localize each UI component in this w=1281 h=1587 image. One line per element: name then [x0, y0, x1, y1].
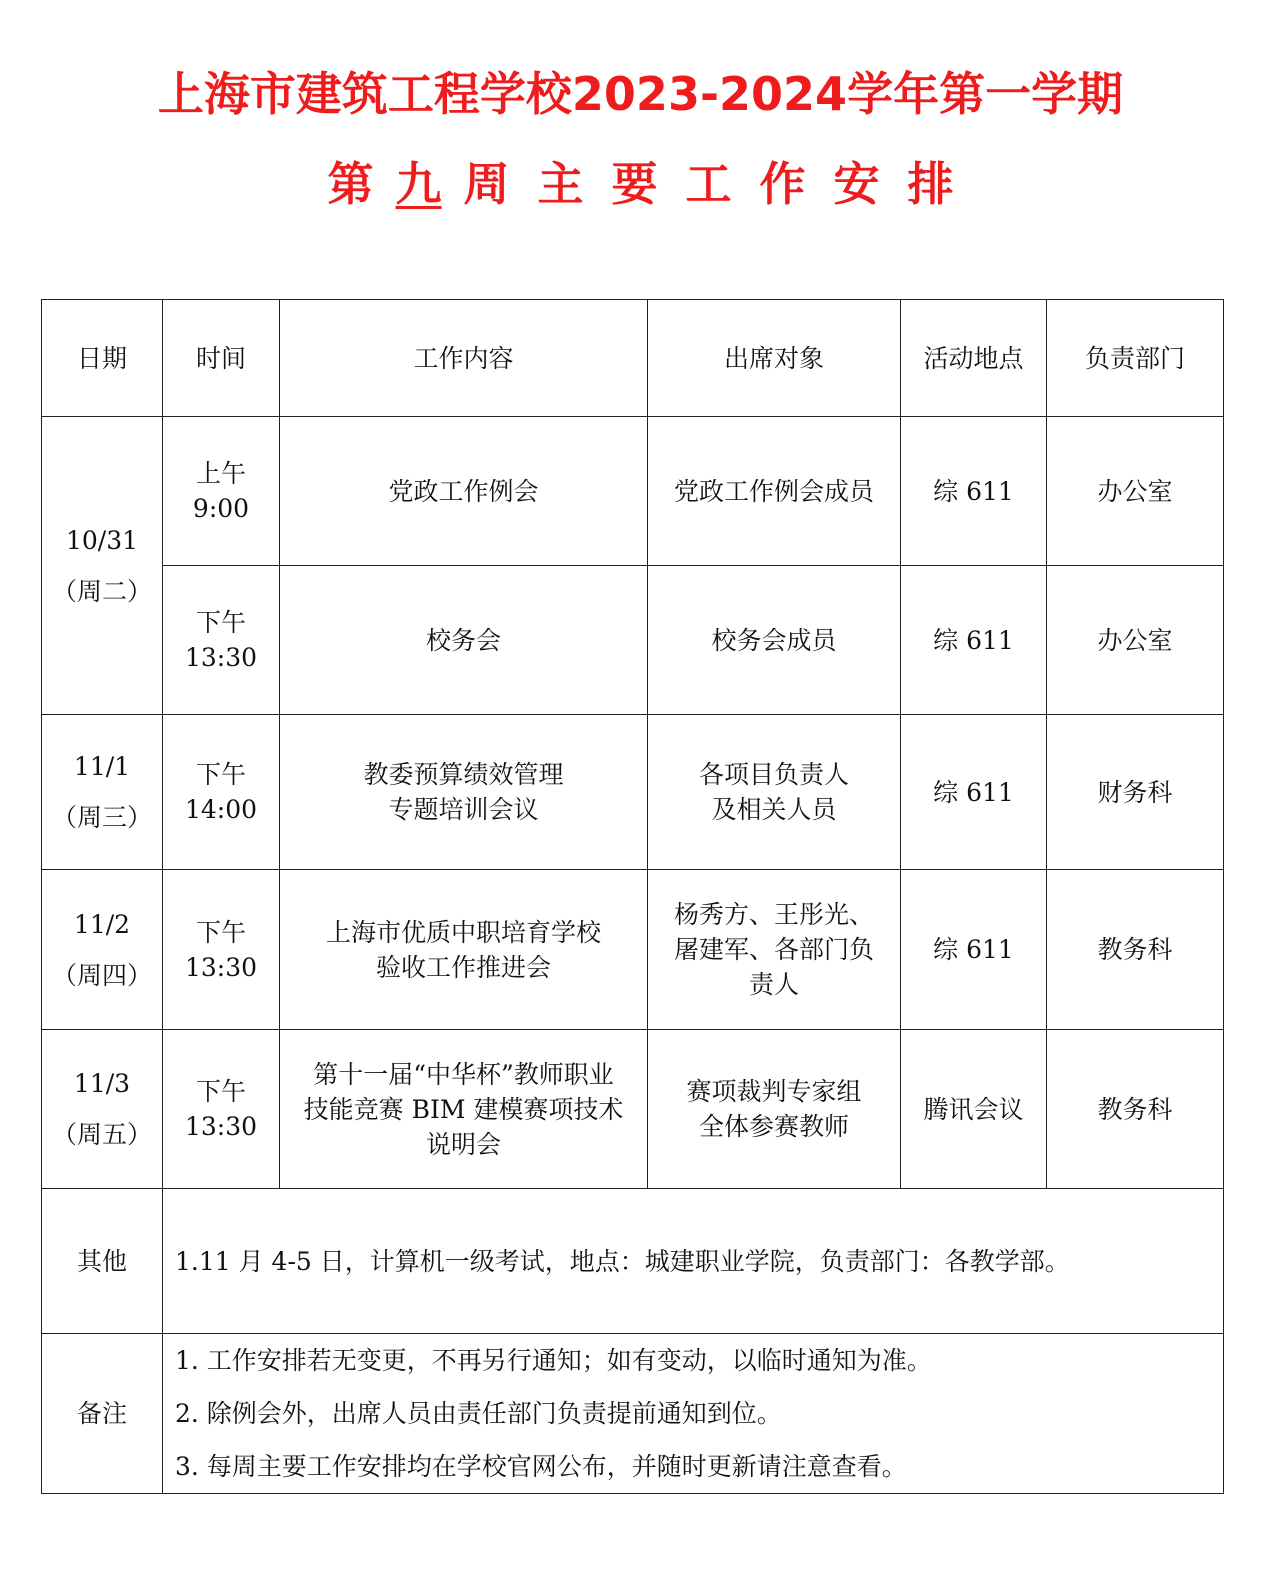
attendees-line: 杨秀方、王彤光、 — [673, 900, 874, 929]
content-line: 第十一届“中华杯”教师职业 — [313, 1059, 614, 1089]
note-item: 1. 工作安排若无变更，不再另行通知；如有变动，以临时通知为准。 — [175, 1346, 932, 1375]
document-title: 上海市建筑工程学校2023-2024学年第一学期 — [157, 67, 1124, 121]
period: 下午 — [195, 608, 246, 637]
department-cell: 办公室 — [1047, 566, 1224, 715]
content-line: 党政工作例会 — [388, 476, 539, 506]
schedule-table — [41, 299, 1224, 1494]
content-line: 校务会 — [425, 625, 501, 655]
department-cell: 教务科 — [1047, 870, 1224, 1030]
week-number: 九 — [395, 157, 442, 211]
header-content: 工作内容 — [280, 300, 648, 417]
content-line: 说明会 — [425, 1129, 501, 1159]
time: 14:00 — [184, 795, 258, 824]
content-cell — [280, 417, 648, 566]
subtitle-char: 周 — [463, 157, 510, 211]
time: 9:00 — [192, 494, 250, 523]
time: 13:30 — [184, 643, 258, 672]
attendees-cell — [648, 566, 901, 715]
content-cell — [280, 566, 648, 715]
time: 13:30 — [184, 952, 258, 982]
attendees-line: 各项目负责人 — [698, 760, 849, 789]
notes-row — [42, 1334, 1224, 1494]
location-cell: 综 611 — [901, 566, 1047, 715]
table-row — [42, 417, 1224, 566]
attendees-cell — [648, 715, 901, 870]
note-item: 2. 除例会外，出席人员由责任部门负责提前通知到位。 — [175, 1399, 782, 1428]
location-cell: 腾讯会议 — [901, 1030, 1047, 1189]
time-cell — [163, 715, 280, 870]
table-row — [42, 566, 1224, 715]
date-cell — [42, 417, 163, 715]
content-cell — [280, 1030, 648, 1189]
period: 下午 — [195, 917, 246, 947]
attendees-cell — [648, 870, 901, 1030]
location-cell: 综 611 — [901, 715, 1047, 870]
weekday: （周二） — [51, 576, 152, 606]
subtitle-prefix: 第 — [327, 157, 374, 211]
subtitle-char: 工 — [685, 157, 732, 211]
content-line: 教委预算绩效管理 — [363, 760, 564, 789]
department-cell: 教务科 — [1047, 1030, 1224, 1189]
subtitle-char: 作 — [759, 157, 806, 211]
header-department: 负责部门 — [1047, 300, 1224, 417]
subtitle-char: 安 — [833, 157, 880, 211]
department-cell: 财务科 — [1047, 715, 1224, 870]
other-text: 1.11 月 4-5 日，计算机一级考试，地点：城建职业学院，负责部门：各教学部。 — [163, 1189, 1224, 1334]
header-time: 时间 — [163, 300, 280, 417]
period: 下午 — [195, 760, 246, 789]
header-attendees: 出席对象 — [648, 300, 901, 417]
content-line: 验收工作推进会 — [375, 952, 551, 982]
document-subtitle — [0, 148, 1281, 214]
attendees-line: 全体参赛教师 — [698, 1112, 849, 1141]
weekday: （周四） — [51, 960, 152, 990]
date-cell — [42, 715, 163, 870]
period: 下午 — [195, 1077, 246, 1106]
weekday: （周五） — [51, 1120, 152, 1149]
attendees-cell — [648, 417, 901, 566]
time-cell — [163, 1030, 280, 1189]
other-row — [42, 1189, 1224, 1334]
notes-cell — [163, 1334, 1224, 1494]
table-row — [42, 870, 1224, 1030]
table-row — [42, 1030, 1224, 1189]
other-label: 其他 — [42, 1189, 163, 1334]
content-line: 上海市优质中职培育学校 — [325, 917, 601, 947]
attendees-cell — [648, 1030, 901, 1189]
attendees-line: 赛项裁判专家组 — [686, 1077, 862, 1106]
time: 13:30 — [184, 1112, 258, 1141]
time-cell — [163, 870, 280, 1030]
period: 上午 — [195, 459, 246, 488]
date-cell — [42, 1030, 163, 1189]
header-date: 日期 — [42, 300, 163, 417]
content-line: 专题培训会议 — [388, 795, 539, 824]
time-cell — [163, 417, 280, 566]
date: 11/3 — [73, 1069, 131, 1098]
notes-label: 备注 — [42, 1334, 163, 1494]
date-cell — [42, 870, 163, 1030]
header-location: 活动地点 — [901, 300, 1047, 417]
subtitle-char: 要 — [611, 157, 658, 211]
table-row — [42, 715, 1224, 870]
date: 11/1 — [73, 752, 131, 781]
location-cell: 综 611 — [901, 417, 1047, 566]
attendees-line: 屠建军、各部门负 — [673, 935, 874, 964]
attendees-line: 党政工作例会成员 — [673, 476, 874, 506]
attendees-line: 校务会成员 — [711, 625, 837, 655]
time-cell — [163, 566, 280, 715]
date: 10/31 — [65, 525, 139, 555]
subtitle-char: 主 — [537, 157, 584, 211]
weekday: （周三） — [51, 803, 152, 832]
note-item: 3. 每周主要工作安排均在学校官网公布，并随时更新请注意查看。 — [175, 1452, 907, 1481]
department-cell: 办公室 — [1047, 417, 1224, 566]
location-cell: 综 611 — [901, 870, 1047, 1030]
content-cell — [280, 715, 648, 870]
attendees-line: 及相关人员 — [711, 795, 837, 824]
content-line: 技能竞赛 BIM 建模赛项技术 — [303, 1094, 624, 1124]
header-row — [42, 300, 1224, 417]
date: 11/2 — [73, 909, 131, 939]
attendees-line: 责人 — [748, 970, 799, 999]
subtitle-char: 排 — [907, 157, 954, 211]
content-cell — [280, 870, 648, 1030]
